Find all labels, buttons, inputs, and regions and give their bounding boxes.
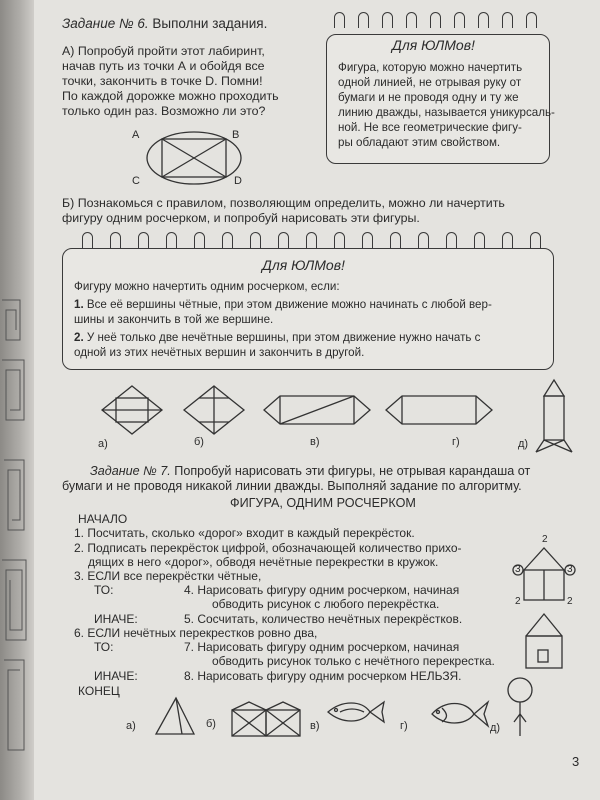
task6-a-line: По каждой дорожке можно проходить bbox=[62, 89, 279, 103]
note1-header: Для ЮЛМов! bbox=[392, 37, 475, 53]
algorithm-step: ТО: bbox=[94, 583, 114, 597]
task6-a-line: А) Попробуй пройти этот лабиринт, bbox=[62, 44, 265, 58]
note2-intro: Фигуру можно начертить одним росчерком, если: bbox=[74, 280, 340, 293]
algorithm-step: обводить рисунок с любого перекрёстка. bbox=[212, 597, 440, 611]
point-label-b: B bbox=[232, 129, 240, 141]
algorithm-step: ТО: bbox=[94, 640, 114, 654]
rule-1-cont: шины и закончить в той же вершине. bbox=[74, 313, 274, 326]
note1-line: Фигура, которую можно начертить bbox=[338, 61, 523, 74]
caption-b-b: б) bbox=[194, 436, 204, 448]
task7-heading bbox=[90, 464, 530, 479]
task7-line: бумаги и не проводя никакой линии дважды. Выполняй задание по алгоритму. bbox=[62, 479, 522, 493]
algorithm-step: 1. Посчитать, сколько «дорог» входит в каждый перекрёсток. bbox=[74, 526, 415, 540]
note1-line: одной линией, не отрывая руку от bbox=[338, 76, 522, 89]
note1-line: ры обладают этим свойством. bbox=[338, 136, 501, 149]
vertex-count-odd: 3 bbox=[515, 564, 521, 575]
figure-b-a-diamond bbox=[100, 384, 170, 438]
figure-7-a-pyramid bbox=[152, 696, 202, 738]
caption-b-a: а) bbox=[98, 438, 108, 450]
house-figure-2 bbox=[524, 610, 568, 672]
task7-title: Задание № 7. bbox=[90, 464, 171, 478]
task7-line: Попробуй нарисовать эти фигуры, не отрывая карандаша от bbox=[174, 464, 531, 478]
task6-title: Задание № 6. bbox=[62, 16, 149, 31]
algorithm-step: 6. ЕСЛИ нечётных перекрестков ровно два, bbox=[74, 626, 318, 640]
algorithm-step: ИНАЧЕ: bbox=[94, 612, 138, 626]
figure-7-e-lollipop bbox=[504, 676, 538, 748]
rule-1: 1. Все её вершины чётные, при этом движение можно начинать с любой вер- bbox=[74, 298, 492, 311]
part-b-line: Б) Познакомься с правилом, позволяющим определить, можно ли начертить bbox=[62, 196, 505, 210]
caption-7-b: б) bbox=[206, 718, 216, 730]
algorithm-step: обводить рисунок только с нечётного перекрестка. bbox=[212, 654, 495, 668]
figure-b-d-hexagon bbox=[384, 394, 496, 430]
figure-7-c-fish bbox=[324, 698, 388, 732]
note2-header: Для ЮЛМов! bbox=[262, 257, 345, 273]
caption-7-c: в) bbox=[310, 720, 320, 732]
figure-b-b-diamond bbox=[182, 384, 252, 438]
task6-a-line: начав путь из точки А и обойдя все bbox=[62, 59, 265, 73]
algorithm-step: 8. Нарисовать фигуру одним росчерком НЕЛЬЗЯ. bbox=[184, 669, 462, 683]
workbook-page bbox=[34, 0, 600, 800]
vertex-count: 2 bbox=[542, 534, 548, 545]
algorithm-step: 2. Подписать перекрёсток цифрой, обозначающей количество прихо- bbox=[74, 541, 462, 555]
book-page-edge bbox=[0, 0, 34, 800]
caption-7-a: а) bbox=[126, 720, 136, 732]
algorithm-step: ИНАЧЕ: bbox=[94, 669, 138, 683]
algorithm-step: 3. ЕСЛИ все перекрёстки чётные, bbox=[74, 569, 262, 583]
note1-line: бумаги и не проводя одну и ту же bbox=[338, 91, 519, 104]
point-label-a: A bbox=[132, 129, 140, 141]
figure-b-e-rocket bbox=[534, 374, 574, 456]
algorithm-step: дящих в него «дорог», обводя нечётные перекрестки в кружок. bbox=[88, 555, 439, 569]
caption-7-e: д) bbox=[490, 722, 501, 734]
maze-edge-decoration bbox=[0, 0, 34, 800]
figure-7-d-fish bbox=[428, 696, 492, 734]
note1-line: линию дважды, называется уникурсаль- bbox=[338, 106, 555, 119]
caption-7-d: г) bbox=[400, 720, 408, 732]
note1-line: ной. Не все геометрические фигу- bbox=[338, 121, 522, 134]
rule-2: 2. У неё только две нечётные вершины, при этом движение нужно начать с bbox=[74, 331, 481, 344]
caption-b-c: в) bbox=[310, 436, 320, 448]
task6-title-rest: Выполни задания. bbox=[152, 16, 268, 31]
algorithm-step: 4. Нарисовать фигуру одним росчерком, начиная bbox=[184, 583, 460, 597]
vertex-count-odd: 3 bbox=[567, 564, 573, 575]
algorithm-step: 7. Нарисовать фигуру одним росчерком, начиная bbox=[184, 640, 460, 654]
point-label-d: D bbox=[234, 175, 242, 187]
task6-heading bbox=[62, 16, 267, 31]
figure-7-b-double-envelope bbox=[230, 700, 304, 738]
vertex-count: 2 bbox=[567, 596, 573, 607]
page-number: 3 bbox=[572, 754, 580, 769]
figure-b-c-hexagon bbox=[262, 394, 374, 430]
caption-b-d: г) bbox=[452, 436, 460, 448]
part-b-line: фигуру одним росчерком, и попробуй нарисовать эти фигуры. bbox=[62, 211, 420, 225]
caption-b-e: д) bbox=[518, 438, 529, 450]
vertex-count: 2 bbox=[515, 596, 521, 607]
algorithm-step: 5. Сосчитать, количество нечётных перекрёстков. bbox=[184, 612, 463, 626]
task6-a-line: только один раз. Возможно ли это? bbox=[62, 104, 266, 118]
algorithm-start: НАЧАЛО bbox=[78, 512, 128, 526]
point-label-c: C bbox=[132, 175, 140, 187]
rule-2-cont: одной из этих нечётных вершин и закончить в другой. bbox=[74, 346, 365, 359]
algorithm-end: КОНЕЦ bbox=[78, 684, 120, 698]
algorithm-title: ФИГУРА, ОДНИМ РОСЧЕРКОМ bbox=[230, 496, 416, 510]
task6-a-line: точки, закончить в точке D. Помни! bbox=[62, 74, 263, 88]
